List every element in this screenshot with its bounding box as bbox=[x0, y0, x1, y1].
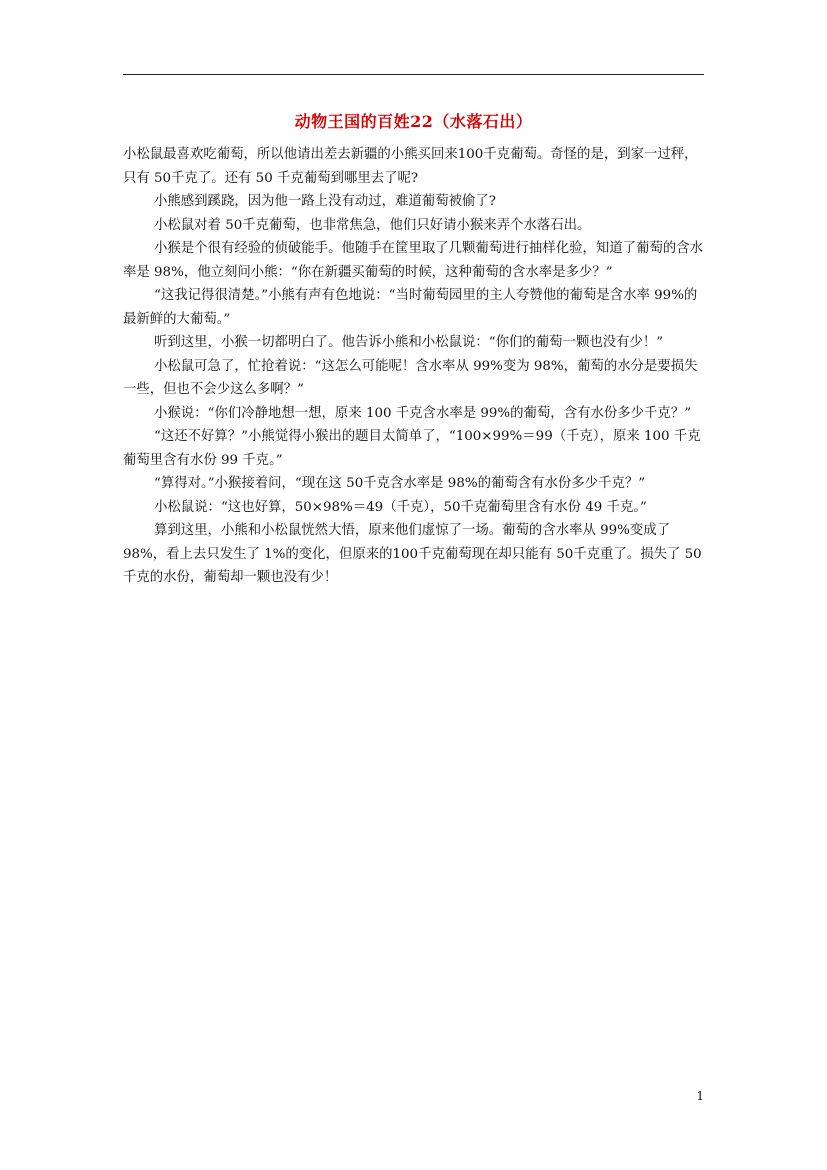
paragraph-10: “算得对。”小猴接着问，“现在这 50千克含水率是 98%的葡萄含有水份多少千克？” bbox=[154, 476, 646, 491]
paragraph-9: “这还不好算？”小熊觉得小猴出的题目太简单了，“100×99%＝99（千克），原来 100 千克葡萄里含有水份 99 千克。” bbox=[123, 429, 701, 468]
paragraph-1: 小松鼠最喜欢吃葡萄，所以他请出差去新疆的小熊买回来100千克葡萄。奇怪的是，到家一过秤，只有 50千克了。还有 50 千克葡萄到哪里去了呢? bbox=[123, 147, 698, 186]
paragraph-6: 听到这里，小猴一切都明白了。他告诉小熊和小松鼠说：“你们的葡萄一颗也没有少！” bbox=[154, 335, 664, 350]
paragraph-7: 小松鼠可急了，忙抢着说：“这怎么可能呢！含水率从 99%变为 98%，葡萄的水分是要损失一些，但也不会少这么多啊？” bbox=[123, 358, 698, 397]
paragraph-12: 算到这里，小熊和小松鼠恍然大悟，原来他们虚惊了一场。葡萄的含水率从 99%变成了98%，看上去只发生了 1%的变化，但原来的100千克葡萄现在却只能有 50千克重了。损失了 50千克的水份，葡萄却一颗也没有少！ bbox=[123, 523, 702, 585]
header-rule bbox=[123, 74, 704, 75]
document-body bbox=[123, 143, 704, 590]
paragraph-4: 小猴是个很有经验的侦破能手。他随手在筐里取了几颗葡萄进行抽样化验，知道了葡萄的含水率是 98%，他立刻问小熊：“你在新疆买葡萄的时候，这种葡萄的含水率是多少？” bbox=[123, 241, 704, 280]
paragraph-5: “这我记得很清楚。”小熊有声有色地说：“当时葡萄园里的主人夸赞他的葡萄是含水率 99%的最新鲜的大葡萄。” bbox=[123, 288, 698, 327]
document-title: 动物王国的百姓22（水落石出） bbox=[294, 112, 533, 131]
page-number: 1 bbox=[696, 1089, 704, 1103]
paragraph-2: 小熊感到蹊跷，因为他一路上没有动过，难道葡萄被偷了? bbox=[154, 194, 496, 209]
paragraph-11: 小松鼠说：“这也好算，50×98%＝49（千克），50千克葡萄里含有水份 49 千克。” bbox=[154, 499, 647, 515]
paragraph-3: 小松鼠对着 50千克葡萄，也非常焦急，他们只好请小猴来弄个水落石出。 bbox=[154, 217, 591, 233]
paragraph-8: 小猴说：“你们冷静地想一想，原来 100 千克含水率是 99%的葡萄，含有水份多少千克？” bbox=[154, 405, 692, 421]
